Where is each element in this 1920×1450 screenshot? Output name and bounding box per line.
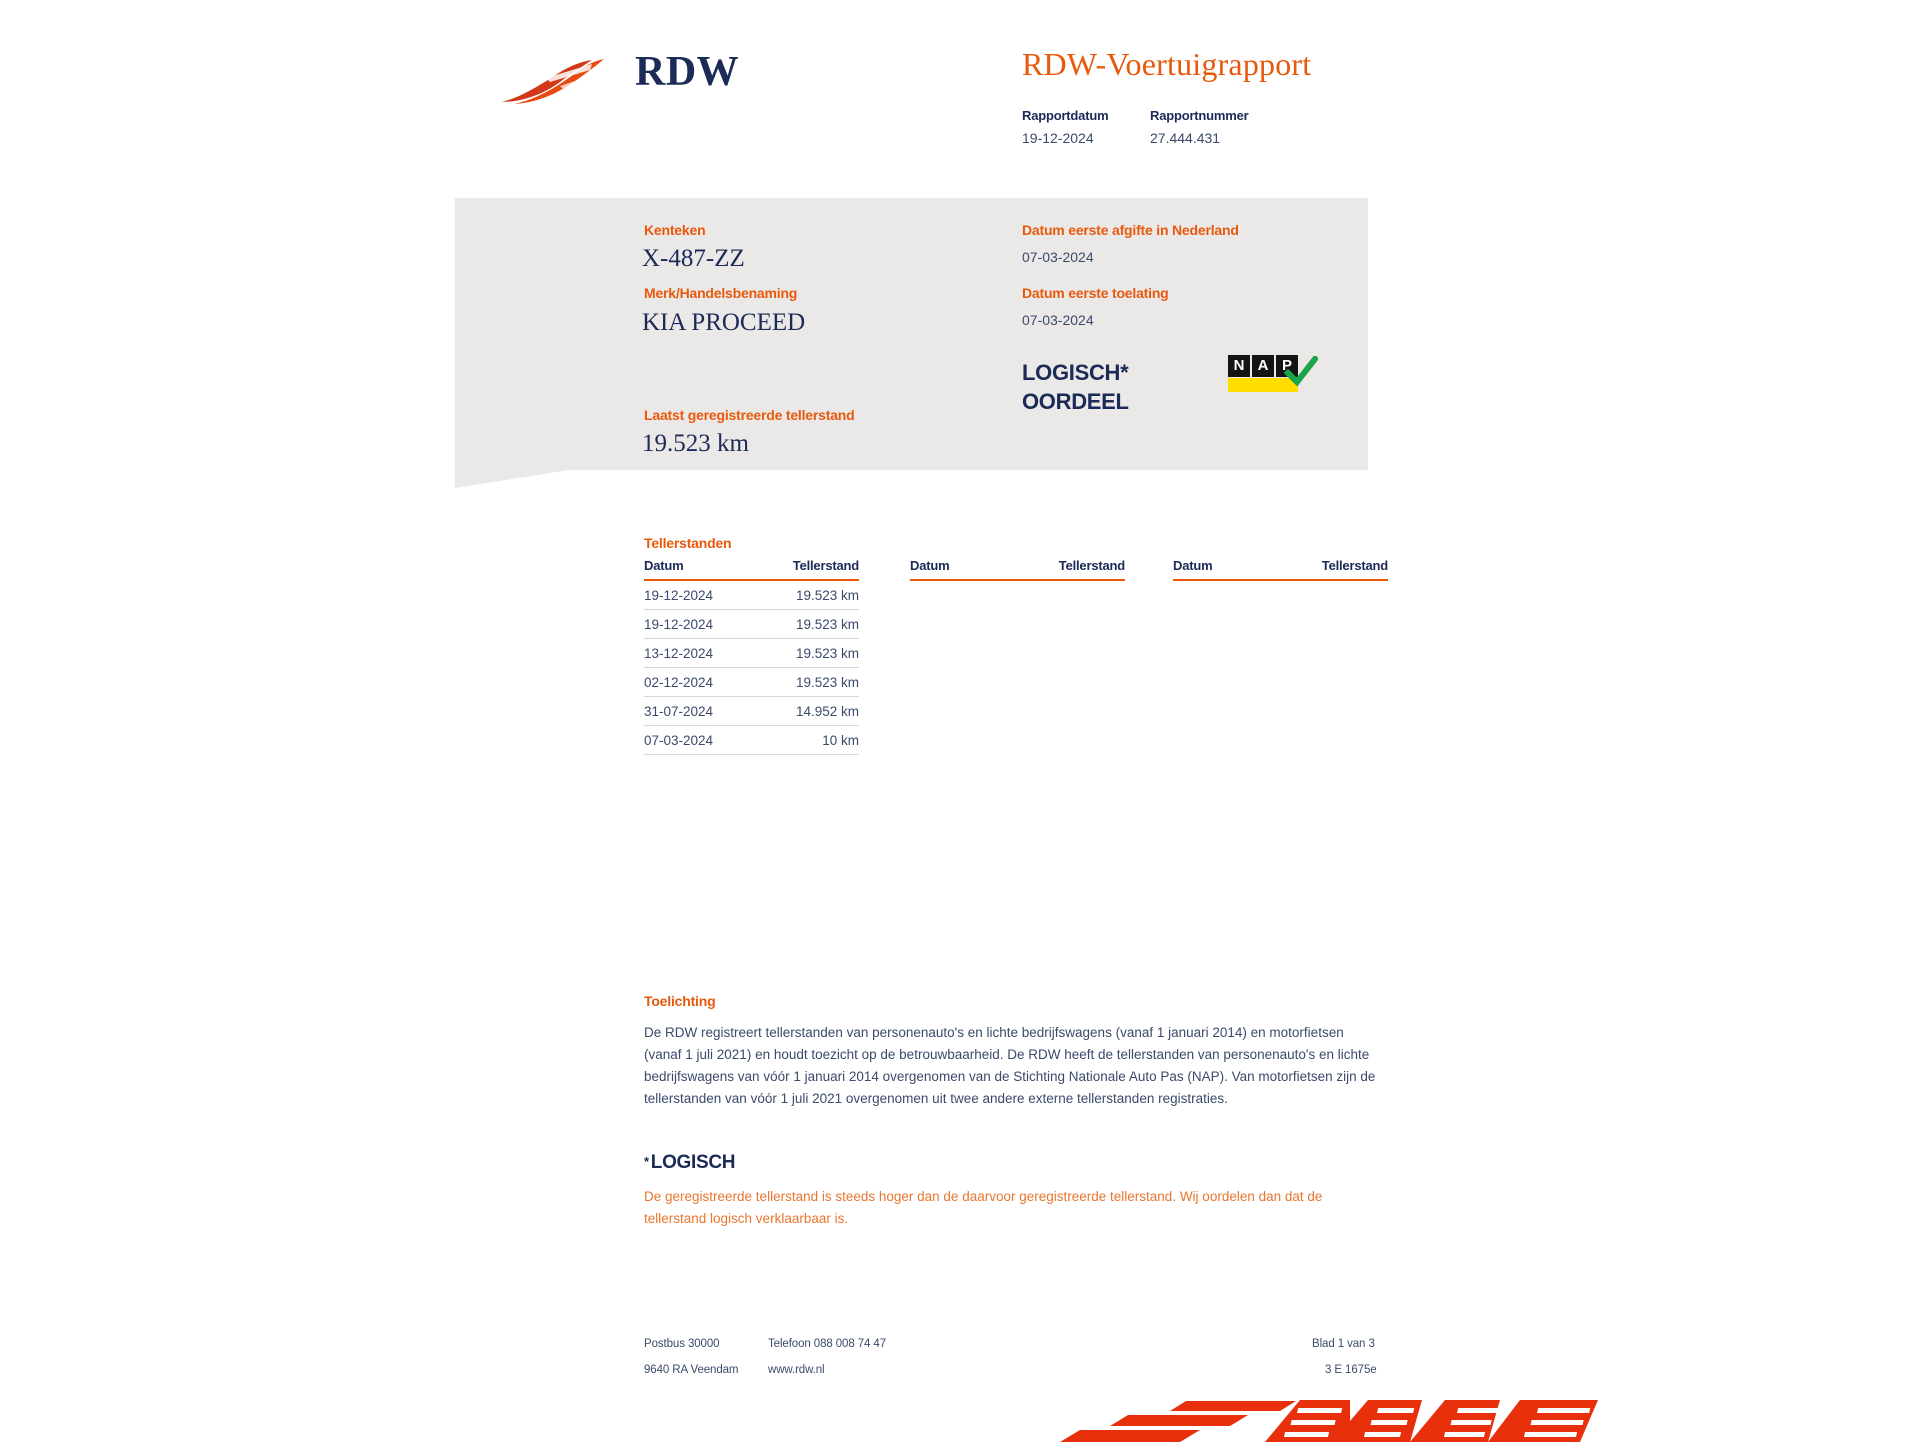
vehicle-summary-panel: [455, 198, 1368, 470]
table-row: [644, 697, 859, 726]
report-date-block: [1022, 108, 1150, 146]
cell-datum: 19-12-2024: [644, 587, 714, 603]
eerste-toelating-label: Datum eerste toelating: [1022, 285, 1169, 301]
cell-datum: 19-12-2024: [644, 616, 714, 632]
cell-tellerstand: 19.523 km: [795, 616, 859, 632]
table-header: [910, 558, 1125, 581]
cell-datum: 13-12-2024: [644, 645, 714, 661]
cell-tellerstand: 10 km: [822, 732, 859, 748]
report-meta: [1022, 108, 1278, 146]
footer-plaats: 9640 RA Veendam: [644, 1364, 739, 1376]
column-header-datum: Datum: [1173, 558, 1213, 573]
report-number-value: 27.444.431: [1150, 130, 1221, 146]
merk-value: KIA PROCEED: [642, 309, 806, 336]
tellerstanden-table-3: [1173, 558, 1388, 581]
table-row: [644, 668, 859, 697]
panel-notch: [455, 470, 569, 488]
table-row: [644, 726, 859, 755]
cell-tellerstand: 14.952 km: [795, 703, 859, 719]
report-number-block: [1150, 108, 1278, 146]
cell-tellerstand: 19.523 km: [795, 645, 859, 661]
logisch-heading: [644, 1152, 735, 1174]
nap-letter-n: N: [1228, 355, 1250, 377]
tellerstanden-table-1: [644, 558, 859, 755]
tellerstanden-title: Tellerstanden: [644, 535, 732, 551]
report-date-value: 19-12-2024: [1022, 130, 1094, 146]
report-date-label: Rapportdatum: [1022, 108, 1109, 123]
logisch-heading-text: LOGISCH: [650, 1152, 736, 1173]
check-icon: [1284, 356, 1318, 390]
table-row: [644, 610, 859, 639]
verdict-line-2: OORDEEL: [1022, 389, 1129, 415]
column-header-tellerstand: Tellerstand: [1058, 558, 1125, 573]
eerste-toelating-value: 07-03-2024: [1022, 312, 1094, 328]
logisch-star: *: [644, 1154, 649, 1169]
footer-website[interactable]: www.rdw.nl: [768, 1364, 825, 1376]
table-header: [644, 558, 859, 581]
rdw-logo-text: RDW: [635, 49, 740, 95]
merk-label: Merk/Handelsbenaming: [644, 285, 798, 301]
report-number-label: Rapportnummer: [1150, 108, 1249, 123]
kenteken-label: Kenteken: [644, 222, 706, 238]
laatste-tellerstand-label: Laatst geregistreerde tellerstand: [644, 407, 855, 423]
toelichting-body: De RDW registreert tellerstanden van personenauto's en lichte bedrijfswagens (vanaf 1 januari 2014) en motorfietsen (vanaf 1 juli 2021) en houdt toezicht op de betrouwbaarheid. De RDW heeft de tellerstanden van personenauto's en lichte bedrijfswagens van vóór 1 januari 2014 overgenomen van de Stichting Nationale Auto Pas (NAP). Van motorfietsen zijn de tellerstanden van vóór 1 juli 2021 overgenomen uit twee andere externe tellerstanden registraties.: [644, 1025, 1376, 1106]
footer-code: 3 E 1675e: [1325, 1364, 1377, 1376]
cell-datum: 02-12-2024: [644, 674, 714, 690]
column-header-datum: Datum: [644, 558, 684, 573]
cell-datum: 07-03-2024: [644, 732, 714, 748]
rdw-logo-icon: [500, 58, 620, 106]
column-header-tellerstand: Tellerstand: [1321, 558, 1388, 573]
footer-postbus: Postbus 30000: [644, 1338, 720, 1350]
verdict-line-1: LOGISCH*: [1022, 360, 1129, 385]
rdw-logo: [500, 40, 760, 120]
footer-page-number: Blad 1 van 3: [1312, 1338, 1375, 1350]
eerste-afgifte-value: 07-03-2024: [1022, 249, 1094, 265]
footer-decorative-graphic: [1050, 1390, 1610, 1450]
logisch-body: De geregistreerde tellerstand is steeds hoger dan de daarvoor geregistreerde tellerstand. Wij oordelen dan dat de tellerstand logisch verklaarbaar is.: [644, 1189, 1323, 1226]
nap-letter-p: P: [1276, 355, 1298, 377]
cell-datum: 31-07-2024: [644, 703, 714, 719]
table-row: [644, 581, 859, 610]
nap-badge: [1228, 355, 1322, 395]
column-header-datum: Datum: [910, 558, 950, 573]
eerste-afgifte-label: Datum eerste afgifte in Nederland: [1022, 222, 1239, 238]
page-title: RDW-Voertuigrapport: [1022, 46, 1312, 82]
tellerstanden-table-2: [910, 558, 1125, 581]
kenteken-value: X-487-ZZ: [642, 245, 745, 272]
toelichting-title: Toelichting: [644, 993, 716, 1009]
cell-tellerstand: 19.523 km: [795, 674, 859, 690]
column-header-tellerstand: Tellerstand: [792, 558, 859, 573]
verdict-text: [1022, 358, 1129, 416]
cell-tellerstand: 19.523 km: [795, 587, 859, 603]
laatste-tellerstand-value: 19.523 km: [642, 430, 749, 457]
footer-telefoon: Telefoon 088 008 74 47: [768, 1338, 887, 1350]
table-header: [1173, 558, 1388, 581]
nap-letter-a: A: [1252, 355, 1274, 377]
table-row: [644, 639, 859, 668]
